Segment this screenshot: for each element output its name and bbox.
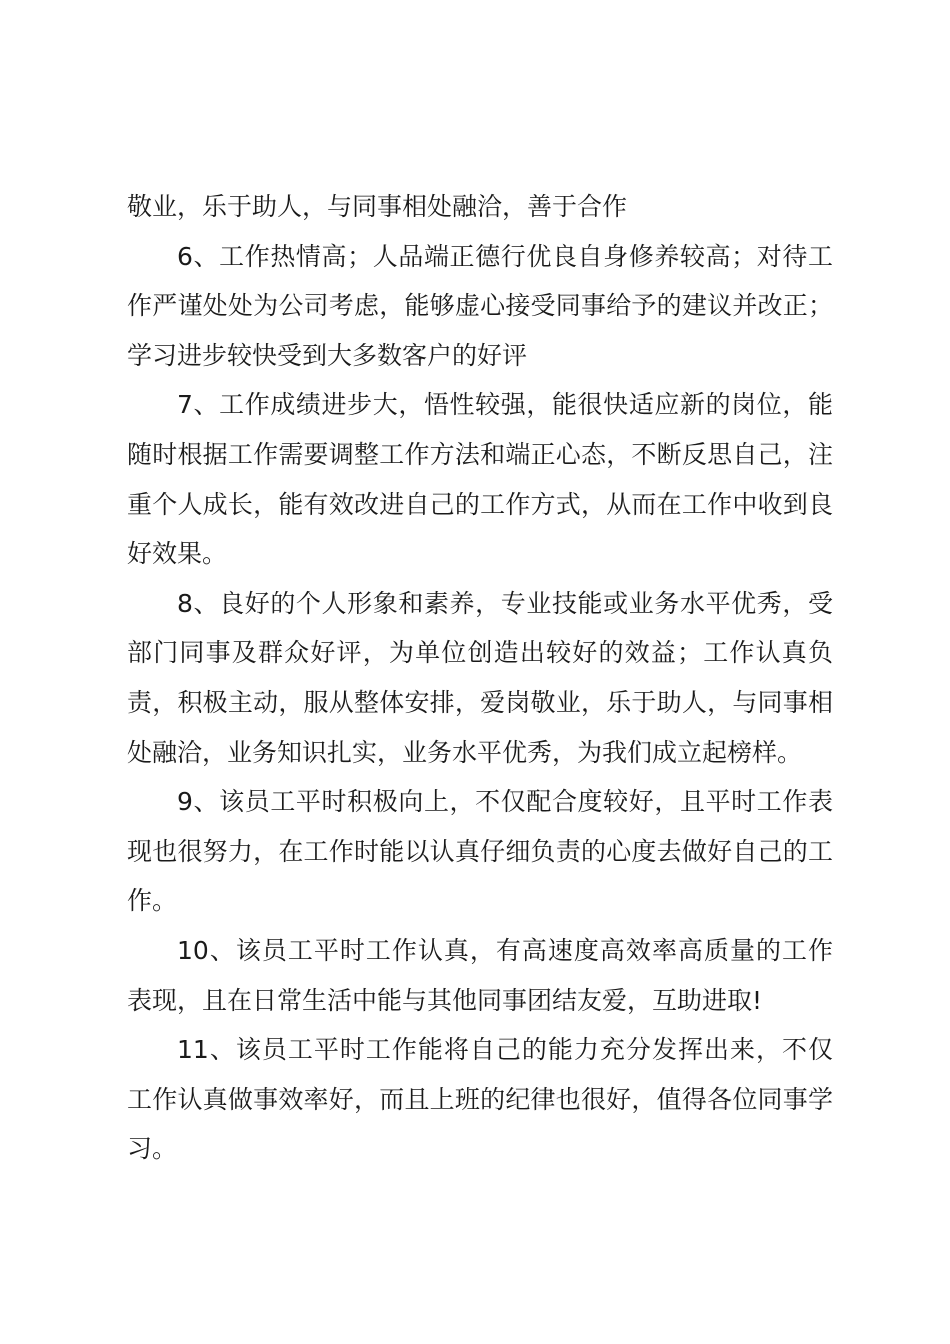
paragraph-item-8: 8、良好的个人形象和素养，专业技能或业务水平优秀，受部门同事及群众好评，为单位创造出较好的效益；工作认真负责，积极主动，服从整体安排，爱岗敬业，乐于助人，与同事相处融洽，业务知识扎实，业务水平优秀，为我们成立起榜样。 bbox=[127, 588, 833, 767]
paragraph-item-7: 7、工作成绩进步大，悟性较强，能很快适应新的岗位，能随时根据工作需要调整工作方法和端正心态，不断反思自己，注重个人成长，能有效改进自己的工作方式，从而在工作中收到良好效果。 bbox=[127, 390, 833, 569]
paragraph-item-11: 11、该员工平时工作能将自己的能力充分发挥出来，不仅工作认真做事效率好，而且上班的纪律也很好，值得各位同事学习。 bbox=[127, 1035, 833, 1164]
paragraph-item-9: 9、该员工平时积极向上，不仅配合度较好，且平时工作表现也很努力，在工作时能以认真仔细负责的心度去做好自己的工作。 bbox=[127, 787, 833, 916]
paragraph-item-6: 6、工作热情高；人品端正德行优良自身修养较高；对待工作严谨处处为公司考虑，能够虚心接受同事给予的建议并改正；学习进步较快受到大多数客户的好评 bbox=[127, 241, 833, 370]
paragraph-item-10: 10、该员工平时工作认真，有高速度高效率高质量的工作表现，且在日常生活中能与其他同事团结友爱，互助进取! bbox=[127, 935, 833, 1015]
paragraph-continuation: 敬业，乐于助人，与同事相处融洽，善于合作 bbox=[127, 192, 628, 221]
document-body bbox=[127, 182, 833, 1174]
